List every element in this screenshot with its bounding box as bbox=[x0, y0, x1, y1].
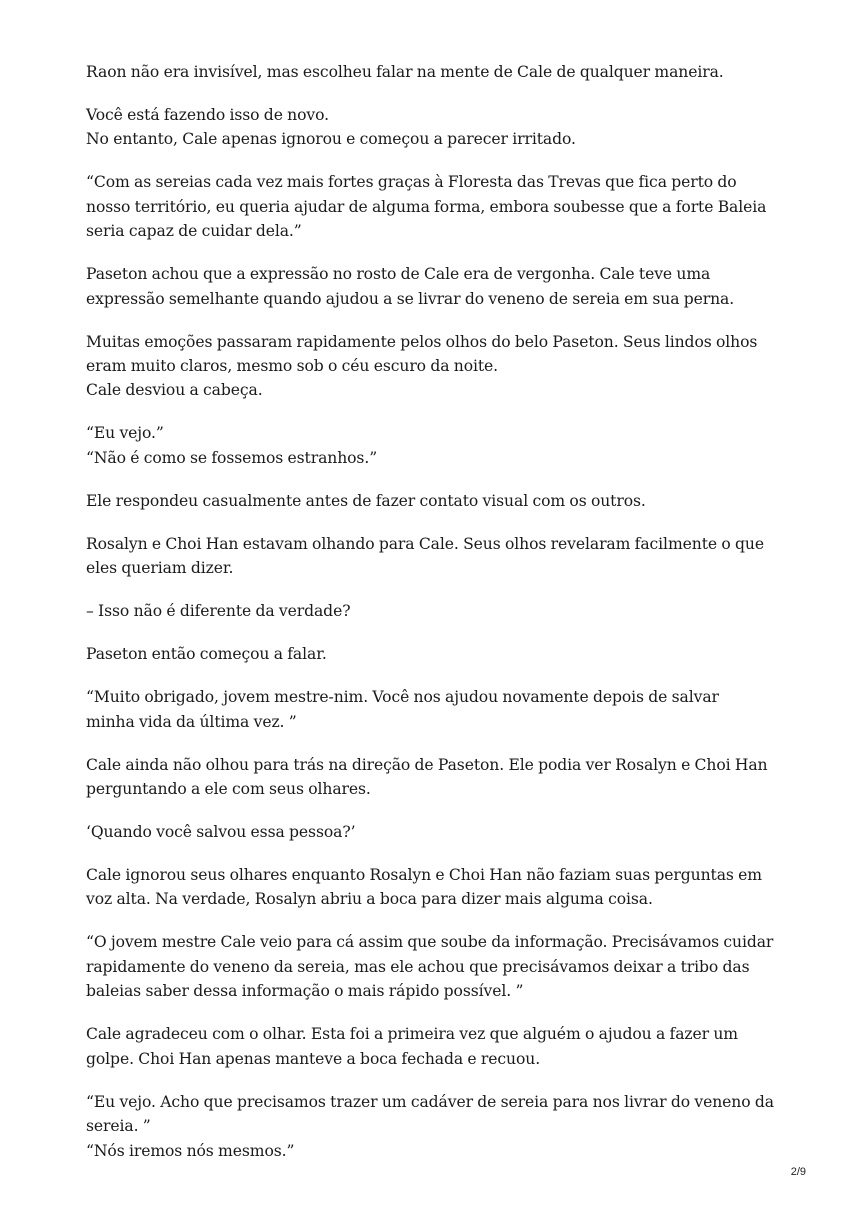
paragraph bbox=[86, 685, 786, 734]
text-line: Raon não era invisível, mas escolheu falar na mente de Cale de qualquer maneira. bbox=[86, 63, 724, 81]
text-line: baleias saber dessa informação o mais rápido possível. ” bbox=[86, 982, 524, 1001]
page-number: 2/9 bbox=[790, 1166, 806, 1178]
paragraph bbox=[86, 1090, 786, 1163]
text-line: Muitas emoções passaram rapidamente pelos olhos do belo Paseton. Seus lindos olhos bbox=[86, 332, 758, 351]
paragraph bbox=[86, 330, 786, 403]
text-line: Paseton achou que a expressão no rosto de Cale era de vergonha. Cale teve uma bbox=[86, 265, 711, 284]
text-line: Cale ignorou seus olhares enquanto Rosalyn e Choi Han não faziam suas perguntas em bbox=[86, 866, 762, 885]
paragraph bbox=[86, 820, 786, 844]
paragraph bbox=[86, 532, 786, 581]
paragraph bbox=[86, 489, 786, 513]
text-line: “Eu vejo. Acho que precisamos trazer um cadáver de sereia para nos livrar do veneno da bbox=[86, 1092, 774, 1111]
text-line: voz alta. Na verdade, Rosalyn abriu a boca para dizer mais alguma coisa. bbox=[86, 890, 653, 909]
text-line: seria capaz de cuidar dela.” bbox=[86, 222, 302, 241]
text-line: “Eu vejo.” bbox=[86, 424, 164, 443]
paragraph bbox=[86, 599, 786, 623]
text-line: golpe. Choi Han apenas manteve a boca fechada e recuou. bbox=[86, 1049, 541, 1068]
text-line: No entanto, Cale apenas ignorou e começou a parecer irritado. bbox=[86, 130, 576, 149]
text-line: Cale ainda não olhou para trás na direção de Paseton. Ele podia ver Rosalyn e Choi Han bbox=[86, 755, 768, 774]
paragraph bbox=[86, 863, 786, 912]
text-line: – Isso não é diferente da verdade? bbox=[86, 602, 351, 621]
text-line: “Muito obrigado, jovem mestre-nim. Você nos ajudou novamente depois de salvar bbox=[86, 688, 719, 707]
text-line: sereia. ” bbox=[86, 1117, 151, 1136]
text-line: Cale agradeceu com o olhar. Esta foi a primeira vez que alguém o ajudou a fazer um bbox=[86, 1025, 738, 1044]
text-line: eles queriam dizer. bbox=[86, 559, 234, 578]
text-line: rapidamente do veneno da sereia, mas ele achou que precisávamos deixar a tribo das bbox=[86, 957, 750, 976]
paragraph bbox=[86, 170, 786, 243]
text-line: Paseton então começou a falar. bbox=[86, 645, 327, 664]
text-line: Rosalyn e Choi Han estavam olhando para Cale. Seus olhos revelaram facilmente o que bbox=[86, 534, 764, 553]
paragraph bbox=[86, 103, 786, 152]
paragraph bbox=[86, 262, 786, 311]
text-line: perguntando a ele com seus olhares. bbox=[86, 780, 371, 799]
document-body bbox=[86, 60, 786, 1182]
text-line: nosso território, eu queria ajudar de alguma forma, embora soubesse que a forte Baleia bbox=[86, 197, 767, 216]
paragraph bbox=[86, 930, 786, 1003]
text-line: “O jovem mestre Cale veio para cá assim que soube da informação. Precisávamos cuidar bbox=[86, 933, 774, 952]
text-line: “Não é como se fossemos estranhos.” bbox=[86, 448, 378, 467]
text-line: Você está fazendo isso de novo. bbox=[86, 106, 329, 124]
text-line: minha vida da última vez. ” bbox=[86, 712, 297, 731]
paragraph bbox=[86, 421, 786, 470]
text-line: Ele respondeu casualmente antes de fazer contato visual com os outros. bbox=[86, 491, 646, 510]
paragraph bbox=[86, 642, 786, 666]
text-line: ‘Quando você salvou essa pessoa?’ bbox=[86, 823, 356, 842]
text-line: “Nós iremos nós mesmos.” bbox=[86, 1141, 295, 1160]
text-line: expressão semelhante quando ajudou a se livrar do veneno de sereia em sua perna. bbox=[86, 289, 735, 308]
text-line: Cale desviou a cabeça. bbox=[86, 381, 263, 400]
paragraph bbox=[86, 60, 786, 84]
text-line: “Com as sereias cada vez mais fortes graças à Floresta das Trevas que fica perto do bbox=[86, 173, 737, 192]
paragraph bbox=[86, 753, 786, 802]
text-line: eram muito claros, mesmo sob o céu escuro da noite. bbox=[86, 357, 499, 376]
paragraph bbox=[86, 1022, 786, 1071]
